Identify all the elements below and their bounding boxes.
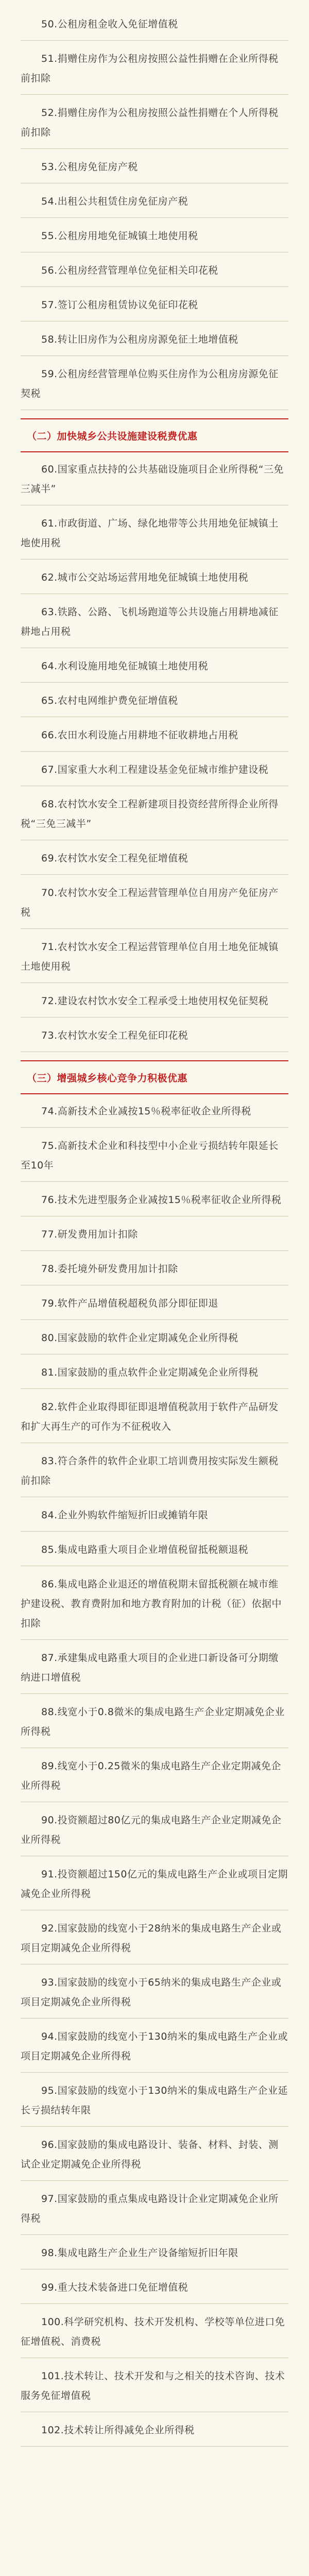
- list-item: [21, 2235, 288, 2269]
- list-item: [21, 6, 288, 41]
- policy-item-text: 66.农田水利设施占用耕地不征收耕地占用税: [41, 730, 238, 741]
- list-item: [21, 648, 288, 683]
- list-item: [21, 2412, 288, 2447]
- item-list: [21, 1094, 288, 2447]
- policy-item-text: 82.软件企业取得即征即退增值税款用于软件产品研发和扩大再生产的可作为不征税收入: [21, 1401, 279, 1432]
- section-header: [21, 1060, 288, 1094]
- list-item: [21, 1128, 288, 1182]
- list-item: [21, 1216, 288, 1251]
- section-header: [21, 418, 288, 452]
- list-item: [21, 1532, 288, 1566]
- list-item: [21, 1910, 288, 1964]
- list-item: [21, 1566, 288, 1640]
- section-title: （二）加快城乡公共设施建设税费优惠: [27, 430, 198, 442]
- policy-item-text: 92.国家鼓励的线宽小于28纳米的集成电路生产企业或项目定期减免企业所得税: [21, 1923, 282, 1954]
- policy-item-text: 72.建设农村饮水安全工程承受土地使用权免征契税: [41, 995, 269, 1007]
- policy-item-text: 69.农村饮水安全工程免征增值税: [41, 853, 188, 864]
- policy-item-text: 63.铁路、公路、飞机场跑道等公共设施占用耕地减征耕地占用税: [21, 606, 279, 637]
- item-list: [21, 6, 288, 410]
- list-item: [21, 875, 288, 929]
- list-item: [21, 2269, 288, 2304]
- policy-item-text: 59.公租房经营管理单位购买住房作为公租房房源免征契税: [21, 368, 279, 399]
- policy-item-text: 60.国家重点扶持的公共基础设施项目企业所得税“三免三减半”: [21, 464, 284, 495]
- policy-item-text: 75.高新技术企业和科技型中小企业亏损结转年限延长至10年: [21, 1140, 279, 1171]
- policy-item-text: 84.企业外购软件缩短折旧或摊销年限: [41, 1510, 209, 1521]
- list-item: [21, 183, 288, 218]
- list-item: [21, 717, 288, 752]
- policy-item-text: 58.转让旧房作为公租房房源免征土地增值税: [41, 334, 238, 345]
- list-item: [21, 1748, 288, 1802]
- policy-item-text: 62.城市公交站场运营用地免征城镇土地使用税: [41, 572, 249, 583]
- list-item: [21, 287, 288, 321]
- policy-item-text: 51.捐赠住房作为公租房按照公益性捐赠在企业所得税前扣除: [21, 53, 279, 84]
- policy-item-text: 97.国家鼓励的重点集成电路设计企业定期减免企业所得税: [21, 2193, 279, 2224]
- list-item: [21, 1964, 288, 2019]
- policy-item-text: 56.公租房经营管理单位免征相关印花税: [41, 265, 218, 276]
- list-item: [21, 1856, 288, 1910]
- list-item: [21, 1182, 288, 1216]
- policy-item-text: 88.线宽小于0.8微米的集成电路生产企业定期减免企业所得税: [21, 1706, 285, 1737]
- list-item: [21, 2181, 288, 2235]
- list-item: [21, 560, 288, 594]
- policy-item-text: 77.研发费用加计扣除: [41, 1229, 138, 1240]
- list-item: [21, 1640, 288, 1694]
- policy-item-text: 93.国家鼓励的线宽小于65纳米的集成电路生产企业或项目定期减免企业所得税: [21, 1977, 282, 2008]
- list-item: [21, 752, 288, 786]
- list-item: [21, 2127, 288, 2181]
- list-item: [21, 95, 288, 149]
- policy-item-text: 67.国家重大水利工程建设基金免征城市维护建设税: [41, 764, 269, 775]
- list-item: [21, 41, 288, 95]
- list-item: [21, 2019, 288, 2073]
- policy-item-text: 73.农村饮水安全工程免征印花税: [41, 1030, 188, 1041]
- list-item: [21, 929, 288, 983]
- list-item: [21, 594, 288, 648]
- list-item: [21, 1694, 288, 1748]
- list-item: [21, 218, 288, 252]
- policy-item-text: 96.国家鼓励的集成电路设计、装备、材料、封装、测试企业定期减免企业所得税: [21, 2139, 279, 2170]
- list-item: [21, 149, 288, 183]
- policy-item-text: 65.农村电网维护费免征增值税: [41, 695, 178, 706]
- policy-item-text: 78.委托境外研发费用加计扣除: [41, 1263, 178, 1275]
- section-title: （三）增强城乡核心竞争力积极优惠: [27, 1072, 188, 1084]
- policy-item-text: 95.国家鼓励的线宽小于130纳米的集成电路生产企业延长亏损结转年限: [21, 2085, 288, 2116]
- policy-item-text: 98.集成电路生产企业生产设备缩短折旧年限: [41, 2247, 238, 2259]
- list-item: [21, 1443, 288, 1497]
- list-item: [21, 2304, 288, 2358]
- policy-item-text: 86.集成电路企业退还的增值税期末留抵税额在城市维护建设税、教育费附加和地方教育附加的计税（征）依据中扣除: [21, 1579, 282, 1629]
- policy-item-text: 101.技术转让、技术开发和与之相关的技术咨询、技术服务免征增值税: [21, 2370, 285, 2401]
- list-item: [21, 683, 288, 717]
- list-item: [21, 452, 288, 505]
- list-item: [21, 1802, 288, 1856]
- list-item: [21, 2073, 288, 2127]
- list-item: [21, 1251, 288, 1285]
- policy-item-text: 55.公租房用地免征城镇土地使用税: [41, 230, 198, 242]
- list-item: [21, 1018, 288, 1052]
- list-item: [21, 505, 288, 560]
- policy-item-text: 100.科学研究机构、技术开发机构、学校等单位进口免征增值税、消费税: [21, 2316, 285, 2347]
- policy-item-text: 71.农村饮水安全工程运营管理单位自用土地免征城镇土地使用税: [21, 941, 279, 972]
- policy-item-text: 57.签订公租房租赁协议免征印花税: [41, 299, 198, 311]
- policy-item-text: 89.线宽小于0.25微米的集成电路生产企业定期减免企业所得税: [21, 1760, 282, 1791]
- policy-item-text: 102.技术转让所得减免企业所得税: [41, 2425, 195, 2436]
- policy-item-text: 68.农村饮水安全工程新建项目投资经营所得企业所得税“三免三减半”: [21, 799, 279, 829]
- policy-item-text: 83.符合条件的软件企业职工培训费用按实际发生额税前扣除: [21, 1455, 279, 1486]
- list-item: [21, 1389, 288, 1443]
- list-item: [21, 1320, 288, 1354]
- policy-item-text: 53.公租房免征房产税: [41, 161, 138, 173]
- item-list: [21, 452, 288, 1052]
- policy-item-text: 64.水利设施用地免征城镇土地使用税: [41, 660, 209, 672]
- list-item: [21, 840, 288, 875]
- policy-item-text: 94.国家鼓励的线宽小于130纳米的集成电路生产企业或项目定期减免企业所得税: [21, 2031, 288, 2062]
- policy-item-text: 76.技术先进型服务企业减按15％税率征收企业所得税: [41, 1194, 282, 1206]
- policy-item-text: 52.捐赠住房作为公租房按照公益性捐赠在个人所得税前扣除: [21, 107, 279, 138]
- policy-item-text: 80.国家鼓励的软件企业定期减免企业所得税: [41, 1332, 238, 1344]
- list-item: [21, 983, 288, 1018]
- policy-item-text: 74.高新技术企业减按15％税率征收企业所得税: [41, 1106, 251, 1117]
- list-item: [21, 1094, 288, 1128]
- list-item: [21, 252, 288, 287]
- policy-item-text: 54.出租公共租赁住房免征房产税: [41, 196, 188, 207]
- policy-item-text: 70.农村饮水安全工程运营管理单位自用房产免征房产税: [21, 887, 279, 918]
- list-item: [21, 786, 288, 840]
- list-item: [21, 1497, 288, 1532]
- policy-item-text: 85.集成电路重大项目企业增值税留抵税额退税: [41, 1544, 249, 1555]
- policy-item-text: 87.承建集成电路重大项目的企业进口新设备可分期缴纳进口增值税: [21, 1652, 279, 1683]
- list-item: [21, 2358, 288, 2412]
- policy-item-text: 50.公租房租金收入免征增值税: [41, 19, 178, 30]
- list-item: [21, 1354, 288, 1389]
- policy-item-text: 91.投资额超过150亿元的集成电路生产企业或项目定期减免企业所得税: [21, 1869, 288, 1900]
- policy-item-text: 90.投资额超过80亿元的集成电路生产企业定期减免企业所得税: [21, 1815, 282, 1845]
- policy-item-text: 81.国家鼓励的重点软件企业定期减免企业所得税: [41, 1367, 259, 1378]
- list-item: [21, 356, 288, 410]
- policy-item-text: 79.软件产品增值税超税负部分即征即退: [41, 1298, 218, 1309]
- list-item: [21, 321, 288, 356]
- list-item: [21, 1285, 288, 1320]
- policy-item-text: 99.重大技术装备进口免征增值税: [41, 2282, 188, 2293]
- policy-item-text: 61.市政街道、广场、绿化地带等公共用地免征城镇土地使用税: [21, 518, 279, 549]
